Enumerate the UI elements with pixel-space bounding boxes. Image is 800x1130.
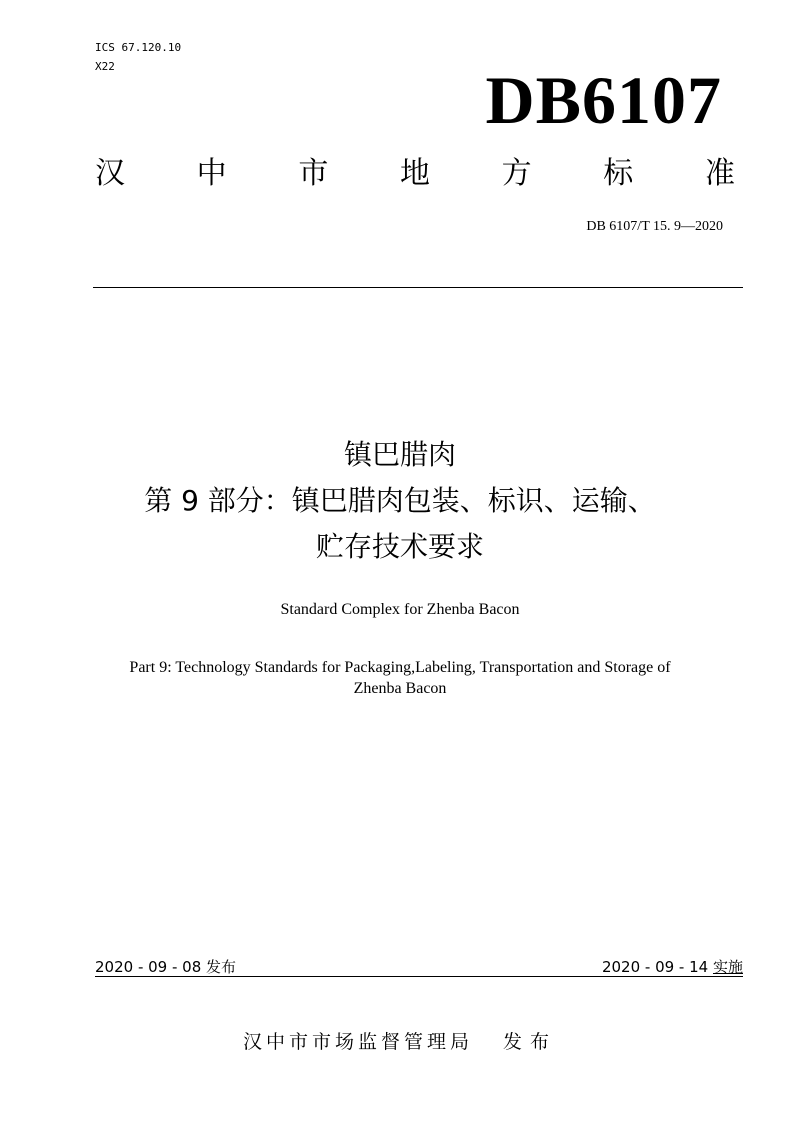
- standard-type-char: 标: [603, 156, 634, 191]
- header-divider: [93, 287, 743, 288]
- standard-type-char: 汉: [95, 156, 125, 191]
- implementation-date: [602, 958, 743, 976]
- title-part-line-1: 第 9 部分：镇巴腊肉包装、标识、运输、: [144, 484, 656, 517]
- standard-type-char: 市: [298, 156, 329, 191]
- issue-date: [95, 958, 236, 976]
- issuer-name: 汉中市市场监督管理局: [242, 1031, 473, 1053]
- ics-code: ICS 67.120.10: [95, 41, 182, 54]
- title-main: 镇巴腊肉: [343, 438, 456, 471]
- english-subtitle-line-1: Part 9: Technology Standards for Packaging,Labeling, Transportation and Storage of: [129, 659, 671, 676]
- standard-type-char: 中: [196, 156, 227, 191]
- english-title: Standard Complex for Zhenba Bacon: [280, 601, 520, 618]
- english-subtitle: [60, 657, 740, 699]
- issue-date-value: 2020 - 09 - 08: [95, 958, 202, 976]
- document-title: [0, 432, 800, 570]
- implementation-date-label: 实施: [712, 958, 743, 976]
- standard-type-char: 地: [399, 156, 430, 191]
- classification-code: X22: [95, 60, 115, 73]
- standard-number: DB 6107/T 15. 9—2020: [586, 219, 723, 234]
- standard-type: [95, 156, 735, 192]
- title-part-line-2: 贮存技术要求: [315, 530, 484, 563]
- issue-date-label: 发布: [206, 958, 237, 976]
- issuer-line: [0, 1030, 800, 1054]
- standard-type-char: 准: [704, 156, 735, 191]
- standard-mark: DB6107: [485, 62, 722, 138]
- implementation-date-value: 2020 - 09 - 14: [601, 958, 709, 976]
- standard-type-char: 方: [501, 156, 532, 191]
- footer-divider: [95, 976, 743, 977]
- issuer-action: 发布: [503, 1031, 558, 1053]
- english-subtitle-line-2: Zhenba Bacon: [353, 680, 447, 697]
